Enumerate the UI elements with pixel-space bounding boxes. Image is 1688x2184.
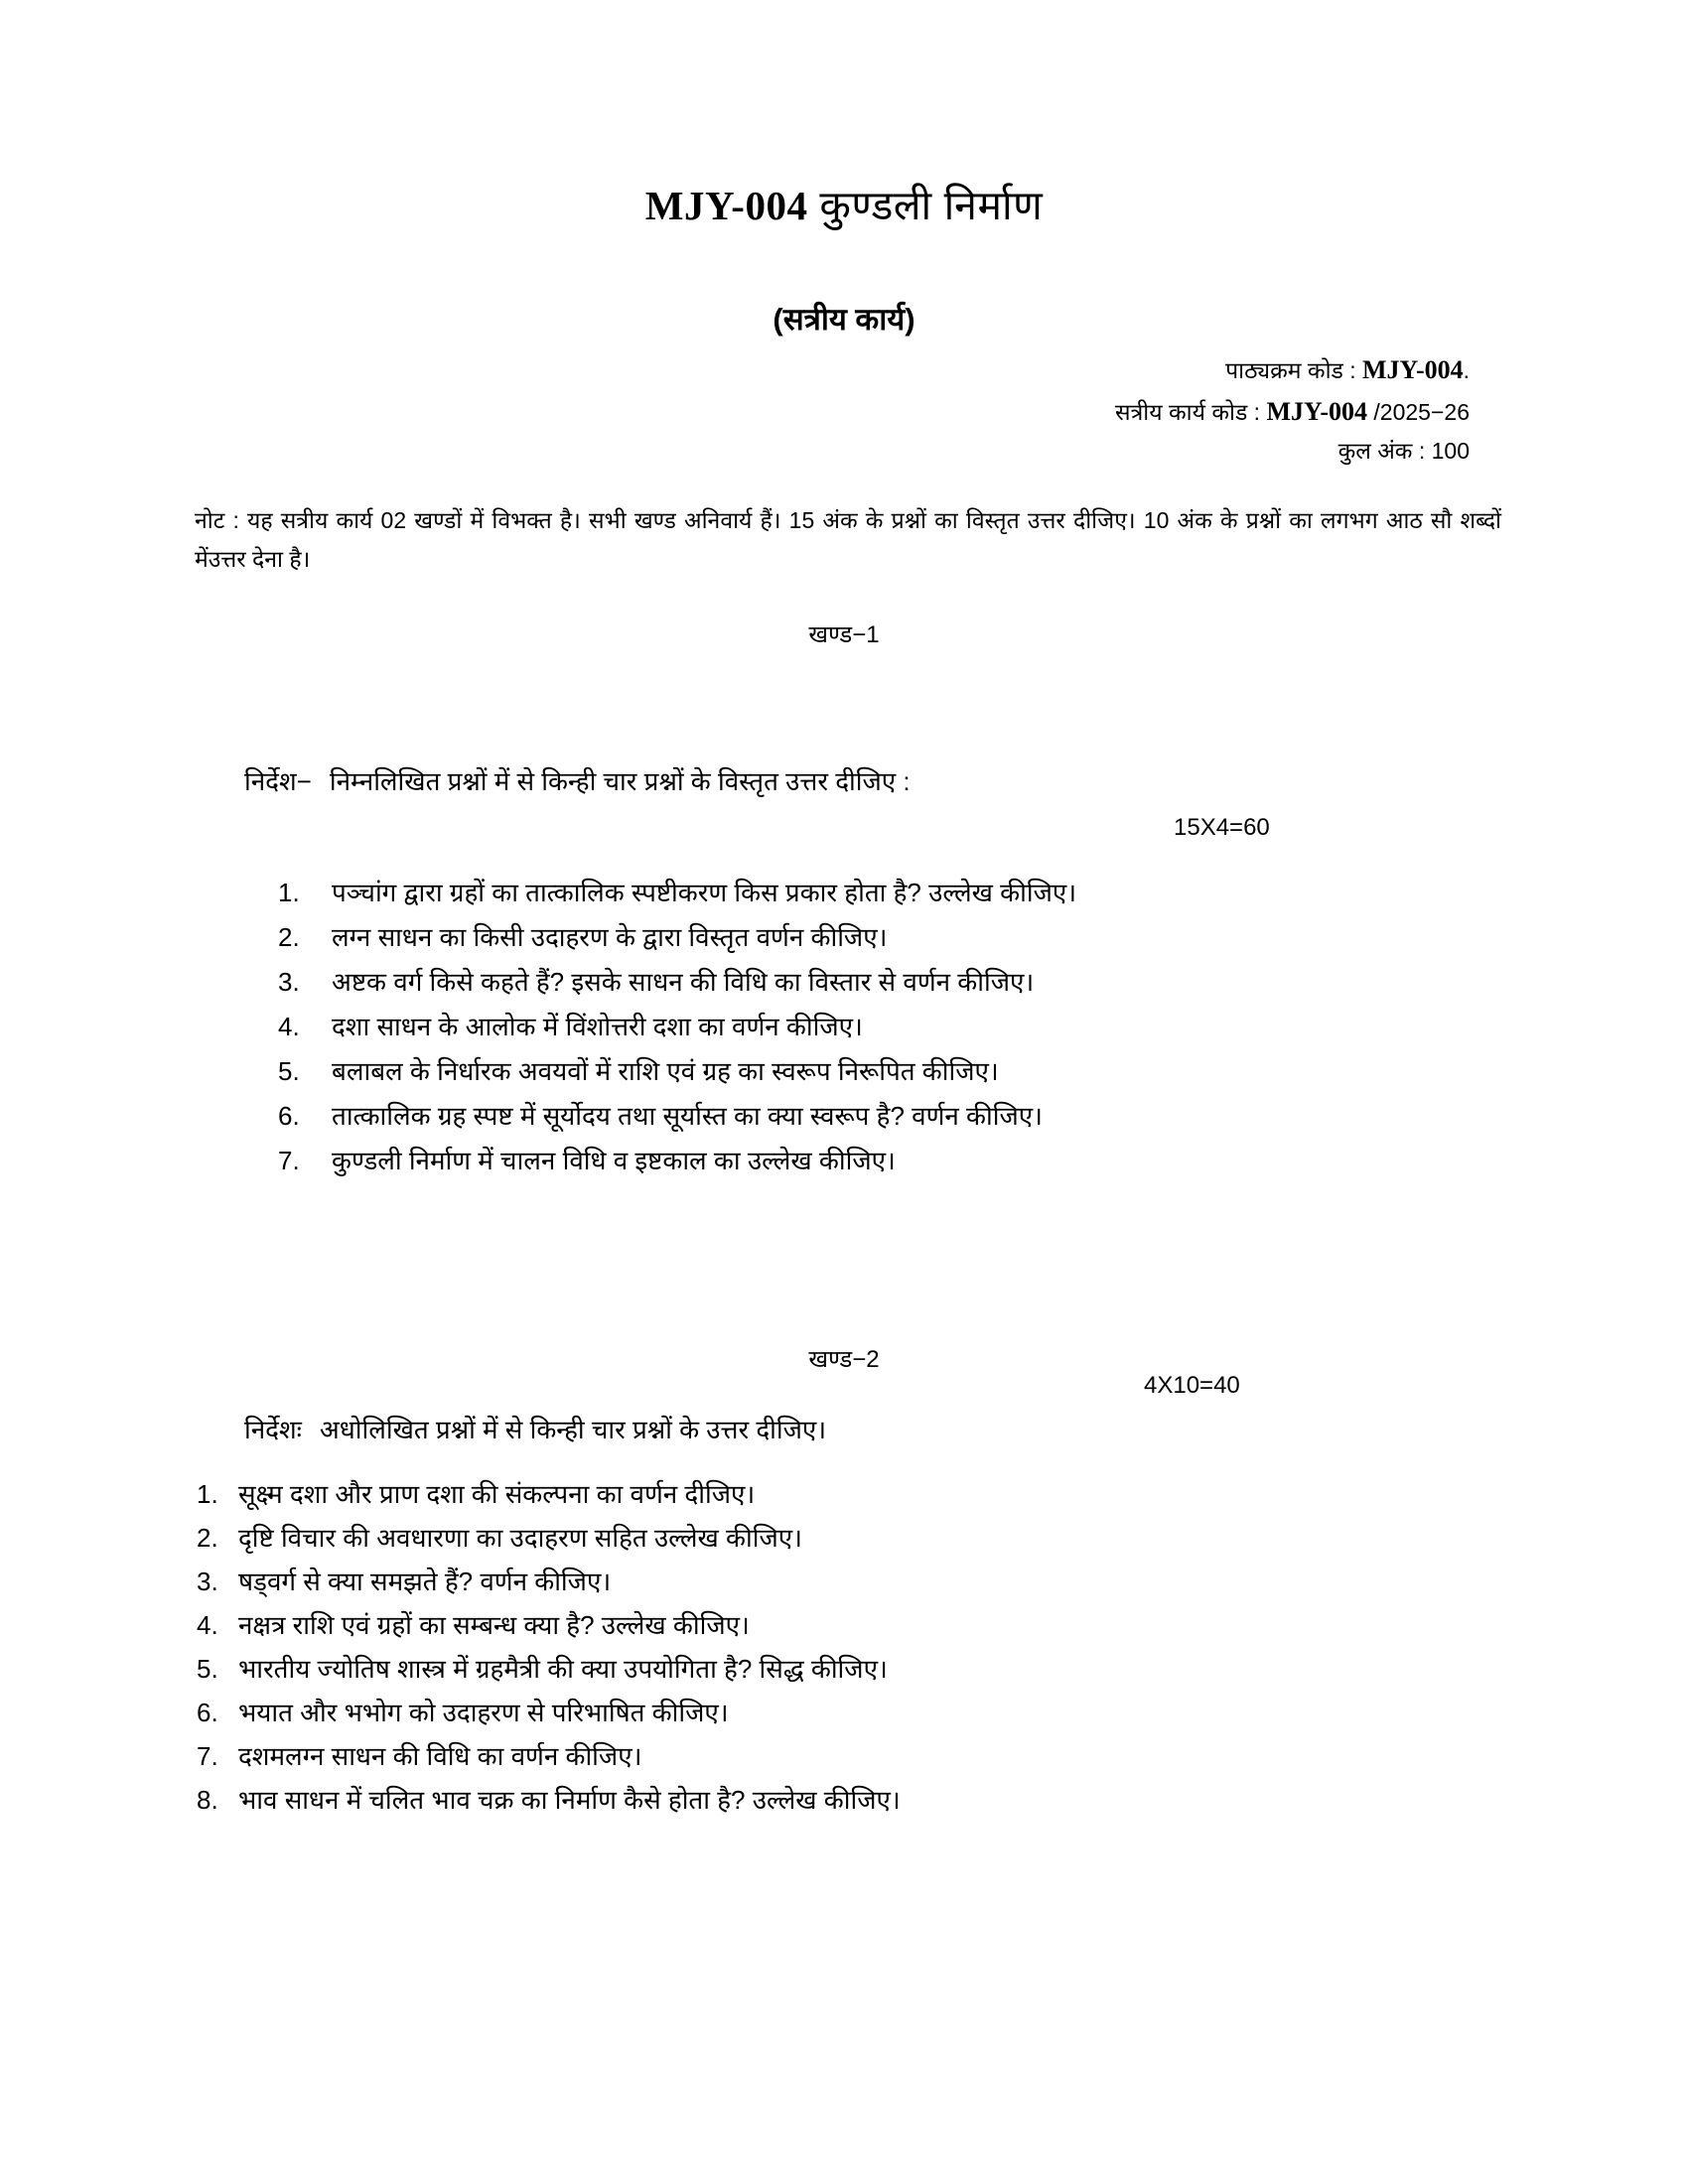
course-meta-block — [695, 349, 1470, 470]
question-number: 2. — [197, 1523, 218, 1553]
list-item — [278, 1058, 1076, 1084]
question-text: दशमलग्न साधन की विधि का वर्णन कीजिए। — [238, 1741, 642, 1771]
section-1-question-list — [278, 880, 1076, 1192]
section-1-instruction-text: निम्नलिखित प्रश्नों में से किन्ही चार प्रश्नों के विस्तृत उत्तर दीजिए : — [329, 766, 911, 796]
course-code-row — [695, 349, 1470, 391]
question-text: पञ्चांग द्वारा ग्रहों का तात्कालिक स्पष्टीकरण किस प्रकार होता है? उल्लेख कीजिए। — [332, 878, 1077, 907]
list-item — [197, 1569, 901, 1594]
section-2-instruction-lead: निर्देशः — [244, 1415, 302, 1444]
question-number: 4. — [278, 1012, 300, 1041]
note-paragraph: नोट : यह सत्रीय कार्य 02 खण्डों में विभक्त है। सभी खण्ड अनिवार्य हैं। 15 अंक के प्रश्नों का विस्तृत उत्तर दीजिए। 10 अंक के प्रश्नों का लगभग आठ सौ शब्दों मेंउत्तर देना है। — [195, 507, 1501, 573]
question-number: 3. — [197, 1567, 218, 1596]
question-number: 1. — [197, 1479, 218, 1509]
total-marks-row — [695, 433, 1470, 470]
course-code-value: MJY-004 — [1362, 355, 1464, 384]
page-title — [0, 181, 1688, 231]
question-number: 1. — [278, 878, 300, 907]
assignment-code-value: MJY-004 — [1266, 397, 1368, 427]
list-item — [278, 924, 1076, 950]
question-number: 2. — [278, 922, 300, 952]
section-1-heading: खण्ड−1 — [808, 621, 880, 648]
list-item — [278, 880, 1076, 905]
question-number: 6. — [197, 1698, 218, 1727]
list-item — [278, 1014, 1076, 1039]
question-text: भाव साधन में चलित भाव चक्र का निर्माण कैसे होता है? उल्लेख कीजिए। — [238, 1785, 901, 1815]
section-2-heading: खण्ड−2 — [808, 1346, 880, 1373]
total-marks-value: 100 — [1431, 438, 1470, 465]
section-1-instruction-lead: निर्देश− — [244, 766, 312, 796]
section-1-instruction — [244, 762, 911, 798]
question-text: बलाबल के निर्धारक अवयवों में राशि एवं ग्रह का स्वरूप निरूपित कीजिए। — [332, 1056, 999, 1086]
question-text: नक्षत्र राशि एवं ग्रहों का सम्बन्ध क्या है? उल्लेख कीजिए। — [238, 1610, 750, 1640]
question-text: भारतीय ज्योतिष शास्त्र में ग्रहमैत्री की क्या उपयोगिता है? सिद्ध कीजिए। — [238, 1654, 888, 1684]
question-number: 7. — [197, 1741, 218, 1771]
page-title-space — [807, 183, 819, 228]
list-item — [278, 1103, 1076, 1129]
total-marks-label: कुल अंक : — [1337, 438, 1426, 465]
question-text: दशा साधन के आलोक में विंशोत्तरी दशा का वर्णन कीजिए। — [332, 1012, 863, 1041]
page-title-name: कुण्डली निर्माण — [819, 183, 1044, 228]
question-text: षड्वर्ग से क्या समझते हैं? वर्णन कीजिए। — [238, 1567, 612, 1596]
section-2-marks: 4X10=40 — [1144, 1372, 1240, 1399]
question-number: 5. — [278, 1056, 300, 1086]
course-code-suffix: . — [1463, 357, 1470, 383]
question-text: सूक्ष्म दशा और प्राण दशा की संकल्पना का वर्णन दीजिए। — [238, 1479, 756, 1509]
list-item — [278, 969, 1076, 995]
question-text: लग्न साधन का किसी उदाहरण के द्वारा विस्तृत वर्णन कीजिए। — [332, 922, 888, 952]
section-2-question-list — [197, 1481, 901, 1831]
course-code-label: पाठ्यक्रम कोड : — [1225, 357, 1356, 383]
list-item — [197, 1656, 901, 1682]
section-2-instruction — [244, 1411, 826, 1446]
list-item — [197, 1743, 901, 1769]
list-item — [197, 1700, 901, 1725]
section-2-instruction-text: अधोलिखित प्रश्नों में से किन्ही चार प्रश्नों के उत्तर दीजिए। — [319, 1415, 827, 1444]
question-number: 3. — [278, 967, 300, 997]
page-subtitle: (सत्रीय कार्य) — [773, 302, 915, 337]
list-item — [278, 1148, 1076, 1173]
section-1-marks: 15X4=60 — [1174, 814, 1270, 841]
question-text: भयात और भभोग को उदाहरण से परिभाषित कीजिए। — [238, 1698, 729, 1727]
question-text: अष्टक वर्ग किसे कहते हैं? इसके साधन की विधि का विस्तार से वर्णन कीजिए। — [332, 967, 1035, 997]
assignment-session: /2025−26 — [1373, 399, 1470, 426]
list-item — [197, 1612, 901, 1638]
list-item — [197, 1787, 901, 1813]
question-number: 8. — [197, 1785, 218, 1815]
question-text: तात्कालिक ग्रह स्पष्ट में सूर्योदय तथा सूर्यास्त का क्या स्वरूप है? वर्णन कीजिए। — [332, 1101, 1044, 1131]
list-item — [197, 1525, 901, 1551]
question-number: 6. — [278, 1101, 300, 1131]
question-number: 7. — [278, 1146, 300, 1175]
question-number: 5. — [197, 1654, 218, 1684]
assignment-code-label: सत्रीय कार्य कोड : — [1115, 399, 1261, 426]
question-text: कुण्डली निर्माण में चालन विधि व इष्टकाल का उल्लेख कीजिए। — [332, 1146, 896, 1175]
question-number: 4. — [197, 1610, 218, 1640]
list-item — [197, 1481, 901, 1507]
question-text: दृष्टि विचार की अवधारणा का उदाहरण सहित उल्लेख कीजिए। — [238, 1523, 802, 1553]
assignment-code-row — [695, 391, 1470, 433]
page-title-code: MJY-004 — [644, 183, 808, 228]
